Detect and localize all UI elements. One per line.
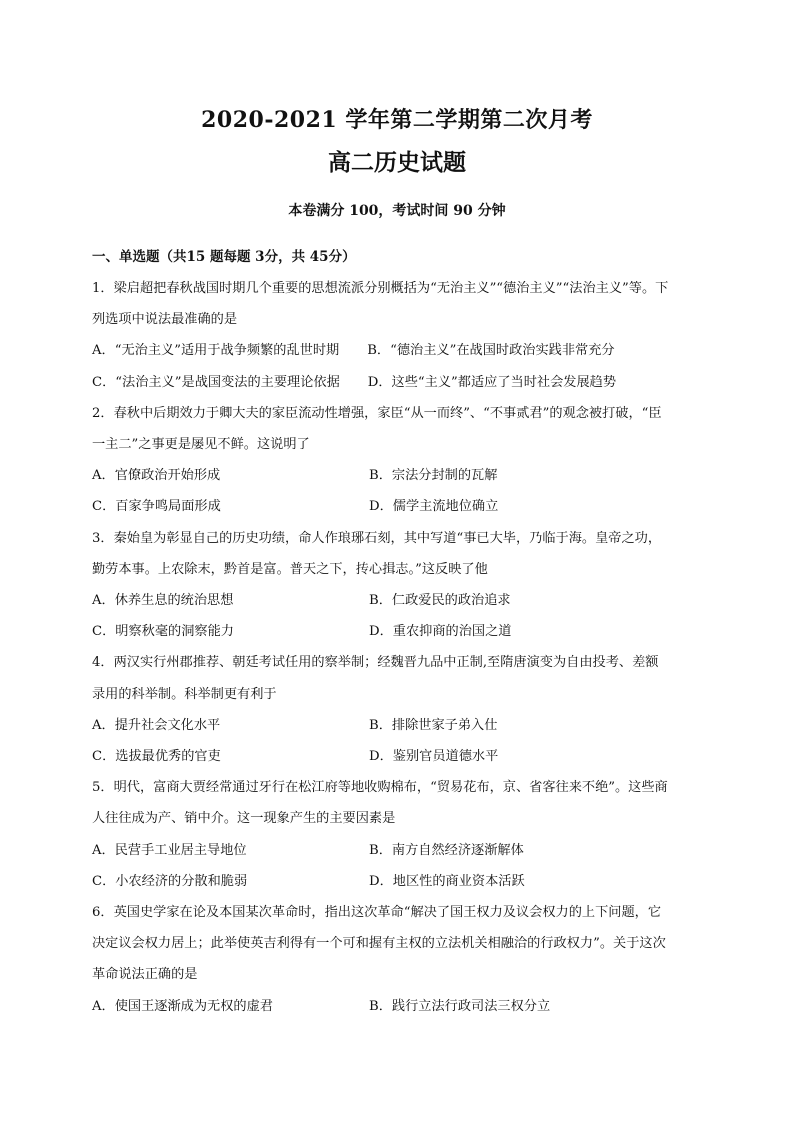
question-stem: 4．两汉实行州郡推荐、朝廷考试任用的察举制；经魏晋九品中正制,至隋唐演变为自由投考、差额 xyxy=(92,655,659,671)
question-stem: 勤劳本事。上农除末，黔首是富。普天之下，抟心揖志。”这反映了他 xyxy=(92,561,488,577)
question-6 xyxy=(92,897,704,1022)
question-1 xyxy=(92,273,704,398)
question-stem: 列选项中说法最准确的是 xyxy=(92,312,238,328)
question-stem: 决定议会权力居上；此举使英吉利得有一个可和握有主权的立法机关相融洽的行政权力”。关于这次 xyxy=(92,936,666,952)
option-d: D．重农抑商的治国之道 xyxy=(369,624,512,640)
option-a: A．官僚政治开始形成 xyxy=(92,468,221,484)
option-c: C．明察秋毫的洞察能力 xyxy=(92,624,234,640)
option-b: B．南方自然经济逐渐解体 xyxy=(369,842,524,858)
option-b: B．排除世家子弟入仕 xyxy=(369,717,498,733)
option-b: B．仁政爱民的政治追求 xyxy=(369,593,511,609)
option-d: D．这些“主义”都适应了当时社会发展趋势 xyxy=(367,374,617,390)
option-c: C．选拔最优秀的官吏 xyxy=(92,749,221,765)
option-b: B．践行立法行政司法三权分立 xyxy=(369,998,551,1014)
option-d: D．地区性的商业资本活跃 xyxy=(369,873,525,889)
question-3 xyxy=(92,523,704,648)
option-b: B．“德治主义”在战国时政治实践非常充分 xyxy=(367,343,615,359)
option-a: A．提升社会文化水平 xyxy=(92,717,221,733)
question-5 xyxy=(92,772,704,897)
question-stem: 5．明代，富商大贾经常通过牙行在松江府等地收购棉布，“贸易花布，京、省客往来不绝”。这些商 xyxy=(92,780,668,796)
option-c: C．“法治主义”是战国变法的主要理论依据 xyxy=(92,374,340,390)
question-stem: 人往往成为产、销中介。这一现象产生的主要因素是 xyxy=(92,811,396,827)
question-stem: 录用的科举制。科举制更有利于 xyxy=(92,686,277,702)
subject-title: 高二历史试题 xyxy=(328,149,466,176)
question-list xyxy=(92,273,704,1022)
option-a: A．使国王逐渐成为无权的虚君 xyxy=(92,998,273,1014)
question-stem: 革命说法正确的是 xyxy=(92,967,198,983)
section-heading: 一、单选题（共15 题每题 3分，共 45分） xyxy=(92,249,356,265)
question-stem: 6．英国史学家在论及本国某次革命时，指出这次革命“解决了国王权力及议会权力的上下问题，它 xyxy=(92,905,662,921)
question-stem: 1．梁启超把春秋战国时期几个重要的思想流派分别概括为“无治主义”“德治主义”“法治主义”等。下 xyxy=(92,281,669,296)
question-stem: 一主二”之事更是屡见不鲜。这说明了 xyxy=(92,437,310,453)
exam-title: 2020-2021 学年第二学期第二次月考 xyxy=(201,107,593,133)
option-a: A．“无治主义”适用于战争频繁的乱世时期 xyxy=(92,343,340,359)
question-stem: 3．秦始皇为彰显自己的历史功绩，命人作琅琊石刻，其中写道“事已大毕，乃临于海。皇帝之功， xyxy=(92,530,662,546)
option-a: A．休养生息的统治思想 xyxy=(92,593,234,609)
question-stem: 2．春秋中后期效力于卿大夫的家臣流动性增强，家臣“从一而终”、“不事贰君”的观念被打破，“臣 xyxy=(92,405,662,421)
option-a: A．民营手工业居主导地位 xyxy=(92,842,247,858)
option-c: C．百家争鸣局面形成 xyxy=(92,499,221,515)
question-2 xyxy=(92,398,704,523)
exam-info: 本卷满分 100，考试时间 90 分钟 xyxy=(288,203,506,219)
option-c: C．小农经济的分散和脆弱 xyxy=(92,873,248,889)
option-d: D．儒学主流地位确立 xyxy=(369,499,499,515)
option-d: D．鉴别官员道德水平 xyxy=(369,749,499,765)
question-4 xyxy=(92,647,704,772)
option-b: B．宗法分封制的瓦解 xyxy=(369,468,498,484)
